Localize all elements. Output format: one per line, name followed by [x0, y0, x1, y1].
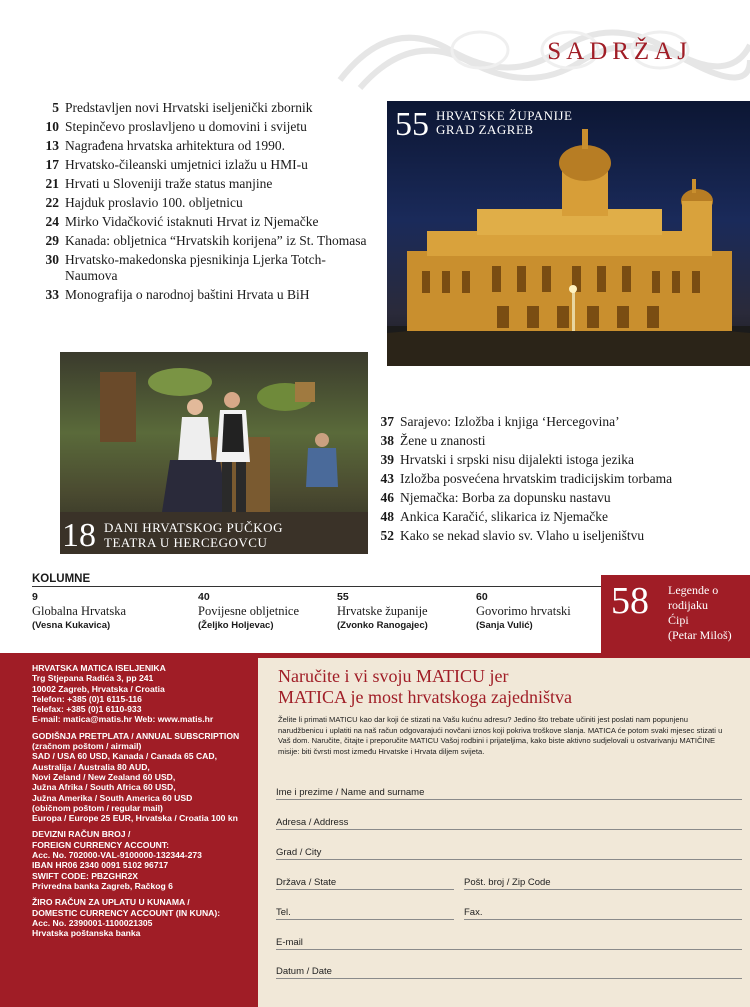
kolumna-title: Govorimo hrvatski: [476, 604, 571, 618]
info-line: Novi Zeland / New Zealand 60 USD,: [32, 771, 176, 782]
toc-item[interactable]: [377, 509, 687, 525]
toc-item[interactable]: [42, 252, 372, 284]
toc-bottom: [377, 414, 687, 547]
info-line: Trg Stjepana Radića 3, pp 241: [32, 673, 154, 684]
toc-item[interactable]: [42, 100, 372, 116]
toc-top: [42, 100, 372, 306]
kolumna-page-number: 9: [32, 591, 38, 603]
kolumna-author: (Zvonko Ranogajec): [337, 620, 428, 631]
order-form-title: [278, 666, 738, 708]
info-line: Acc. No. 2390001-1100021305: [32, 917, 153, 928]
date-field-label: Datum / Date: [276, 966, 332, 977]
info-line: SAD / USA 60 USD, Kanada / Canada 65 CAD,: [32, 751, 217, 762]
toc-page-number: 30: [45, 252, 59, 267]
toc-page-number: 10: [45, 119, 59, 134]
date-field[interactable]: [276, 964, 742, 979]
feature-line: Legende o: [668, 583, 719, 597]
zagreb-caption-line1: HRVATSKE ŽUPANIJE: [436, 108, 573, 123]
info-line: HRVATSKA MATICA ISELJENIKA: [32, 663, 166, 673]
kolumne-divider: [32, 586, 602, 587]
toc-item-title: Žene u znanosti: [400, 433, 486, 448]
toc-page-number: 46: [380, 490, 394, 505]
toc-item[interactable]: [377, 414, 687, 430]
zagreb-page-number: 55: [395, 106, 429, 143]
info-line: Privredna banka Zagreb, Račkog 6: [32, 880, 173, 891]
toc-item-title: Stepinčevo proslavljeno u domovini i svijetu: [65, 119, 307, 134]
city-field-label: Grad / City: [276, 847, 322, 858]
feature-box-legende[interactable]: [601, 575, 750, 653]
toc-item-title: Hrvati u Sloveniji traže status manjine: [65, 176, 273, 191]
toc-item-title: Kanada: obljetnica “Hrvatskih korijena” iz St. Thomasa: [65, 233, 367, 248]
info-line: E-mail: matica@matis.hr Web: www.matis.hr: [32, 714, 214, 725]
kolumna-title: Povijesne obljetnice: [198, 604, 300, 618]
toc-page-number: 33: [45, 287, 59, 302]
theatre-caption: [60, 502, 368, 554]
feature-author: (Petar Miloš): [668, 628, 732, 642]
email-field[interactable]: [276, 935, 742, 950]
info-line: Telefon: +385 (0)1 6115-116: [32, 693, 142, 704]
feature-page-number: 58: [611, 580, 649, 622]
tel-field[interactable]: [276, 905, 454, 920]
photo-zagreb-theatre[interactable]: [387, 101, 750, 366]
kolumna-item[interactable]: [198, 591, 333, 631]
info-line: DEVIZNI RAČUN BROJ /: [32, 829, 131, 840]
info-line: ŽIRO RAČUN ZA UPLATU U KUNAMA /: [32, 897, 190, 908]
info-line: Telefax: +385 (0)1 6110-933: [32, 704, 142, 715]
info-line: Hrvatska poštanska banka: [32, 928, 141, 939]
toc-item[interactable]: [42, 233, 372, 249]
state-field-label: Država / State: [276, 877, 337, 888]
toc-page-number: 5: [52, 100, 59, 115]
toc-item-title: Hrvatsko-čileanski umjetnici izlažu u HMI-u: [65, 157, 308, 172]
info-line: IBAN HR06 2340 0091 5102 96717: [32, 860, 169, 871]
toc-item-title: Ankica Karačić, slikarica iz Njemačke: [400, 509, 609, 524]
toc-item[interactable]: [42, 287, 372, 303]
kolumna-page-number: 60: [476, 591, 488, 603]
toc-item[interactable]: [377, 490, 687, 506]
toc-page-number: 48: [380, 509, 394, 524]
toc-item[interactable]: [377, 471, 687, 487]
feature-text: [668, 583, 732, 643]
toc-page-number: 13: [45, 138, 59, 153]
toc-page-number: 39: [380, 452, 394, 467]
toc-item[interactable]: [42, 195, 372, 211]
address-field[interactable]: [276, 815, 742, 830]
toc-page-number: 17: [45, 157, 59, 172]
toc-page-number: 43: [380, 471, 394, 486]
info-line: SWIFT CODE: PBZGHR2X: [32, 870, 138, 881]
zip-field-label: Pošt. broj / Zip Code: [464, 877, 551, 888]
toc-item-title: Njemačka: Borba za dopunsku nastavu: [400, 490, 611, 505]
kolumna-title: Hrvatske županije: [337, 604, 428, 618]
theatre-page-number: 18: [62, 517, 96, 554]
toc-item-title: Hrvatsko-makedonska pjesnikinja Ljerka Totch-Naumova: [65, 252, 326, 283]
toc-page-number: 29: [45, 233, 59, 248]
kolumna-author: (Vesna Kukavica): [32, 620, 111, 631]
kolumna-author: (Željko Holjevac): [198, 620, 274, 631]
email-field-label: E-mail: [276, 937, 303, 948]
toc-item-title: Kako se nekad slavio sv. Vlaho u iseljeništvu: [400, 528, 645, 543]
toc-item[interactable]: [42, 157, 372, 173]
toc-item-title: Hajduk proslavio 100. obljetnicu: [65, 195, 243, 210]
toc-item[interactable]: [42, 138, 372, 154]
toc-page-number: 22: [45, 195, 59, 210]
toc-item[interactable]: [42, 119, 372, 135]
city-field[interactable]: [276, 845, 742, 860]
info-line: DOMESTIC CURRENCY ACCOUNT (IN KUNA):: [32, 907, 221, 918]
info-line: Južna Afrika / South Africa 60 USD,: [32, 782, 176, 793]
toc-item[interactable]: [377, 452, 687, 468]
fax-field-label: Fax.: [464, 907, 483, 918]
toc-page-number: 24: [45, 214, 59, 229]
subscription-info: [32, 731, 252, 824]
publisher-info: [32, 663, 252, 944]
toc-item-title: Monografija o narodnoj baštini Hrvata u BiH: [65, 287, 310, 302]
order-form-description: Želite li primati MATICU kao dar koji će stizati na Vašu kućnu adresu? Jedino što trebate učiniti jest poslati nam popunjenu narudžbenicu i uplatiti na naš račun odgovarajući novčani iznos koji pokriva troškove slanja. MATICA će potom svaki mjesec stizati u Vaš dom. Naručite, čitajte i preporučite MATICU Vašoj rodbini i prijateljima, kako biste aktivno sudjelovali u ostvarivanju MATIČINE misije: biti čvrsti most između Hrvatske i Hrvata diljem svijeta.: [278, 715, 723, 756]
foreign-account-info: [32, 829, 252, 891]
toc-item-title: Izložba posvećena hrvatskim tradicijskim torbama: [400, 471, 673, 486]
order-form-title-line2: MATICA je most hrvatskoga zajedništva: [278, 687, 572, 707]
info-line: Europa / Europe 25 EUR, Hrvatska / Croatia 100 kn: [32, 813, 238, 824]
state-field[interactable]: [276, 875, 454, 890]
info-line: Australija / Australia 80 AUD,: [32, 761, 150, 772]
kolumna-item[interactable]: [337, 591, 472, 631]
info-line: Acc. No. 702000-VAL-9100000-132344-273: [32, 850, 202, 861]
photo-folk-theatre[interactable]: [60, 352, 368, 554]
toc-item-title: Hrvatski i srpski nisu dijalekti istoga jezika: [400, 452, 634, 467]
toc-item-title: Nagrađena hrvatska arhitektura od 1990.: [65, 138, 286, 153]
name-field-label: Ime i prezime / Name and surname: [276, 787, 425, 798]
toc-item-title: Sarajevo: Izložba i knjiga ‘Hercegovina’: [400, 414, 620, 429]
info-line: Južna Amerika / South America 60 USD: [32, 792, 193, 803]
info-line: GODIŠNJA PRETPLATA / ANNUAL SUBSCRIPTION: [32, 730, 240, 741]
address-field-label: Adresa / Address: [276, 817, 349, 828]
feature-line: rodijaku: [668, 598, 708, 612]
toc-page-number: 38: [380, 433, 394, 448]
toc-page-number: 52: [380, 528, 394, 543]
theatre-caption-line2: TEATRA U HERCEGOVCU: [104, 535, 268, 550]
kolumna-page-number: 40: [198, 591, 210, 603]
info-line: FOREIGN CURRENCY ACCOUNT:: [32, 839, 170, 850]
toc-item[interactable]: [42, 176, 372, 192]
info-line: (zračnom poštom / airmail): [32, 741, 142, 752]
toc-item-title: Predstavljen novi Hrvatski iseljenički zbornik: [65, 100, 313, 115]
toc-page-number: 37: [380, 414, 394, 429]
tel-field-label: Tel.: [276, 907, 291, 918]
domestic-account-info: [32, 897, 252, 938]
kolumna-author: (Sanja Vulić): [476, 620, 533, 631]
kolumna-item[interactable]: [32, 591, 167, 631]
toc-page-number: 21: [45, 176, 59, 191]
publisher-contact: [32, 663, 252, 725]
page-title: SADRŽAJ: [547, 38, 692, 65]
order-form: [258, 658, 750, 1007]
kolumna-page-number: 55: [337, 591, 349, 603]
toc-item[interactable]: [377, 528, 687, 544]
kolumna-title: Globalna Hrvatska: [32, 604, 127, 618]
toc-item[interactable]: [377, 433, 687, 449]
kolumna-item[interactable]: [476, 591, 611, 631]
feature-line: Ćipi: [668, 613, 689, 627]
info-line: 10002 Zagreb, Hrvatska / Croatia: [32, 683, 165, 694]
kolumne-heading: KOLUMNE: [32, 573, 91, 585]
zip-field[interactable]: [464, 875, 742, 890]
name-field[interactable]: [276, 785, 742, 800]
toc-item[interactable]: [42, 214, 372, 230]
fax-field[interactable]: [464, 905, 742, 920]
info-line: (običnom poštom / regular mail): [32, 802, 163, 813]
zagreb-caption: [387, 101, 750, 161]
theatre-caption-line1: DANI HRVATSKOG PUČKOG: [104, 520, 283, 535]
order-form-title-line1: Naručite i vi svoju MATICU jer: [278, 666, 509, 686]
toc-item-title: Mirko Vidačković istaknuti Hrvat iz Njemačke: [65, 214, 319, 229]
zagreb-caption-line2: GRAD ZAGREB: [436, 122, 534, 137]
